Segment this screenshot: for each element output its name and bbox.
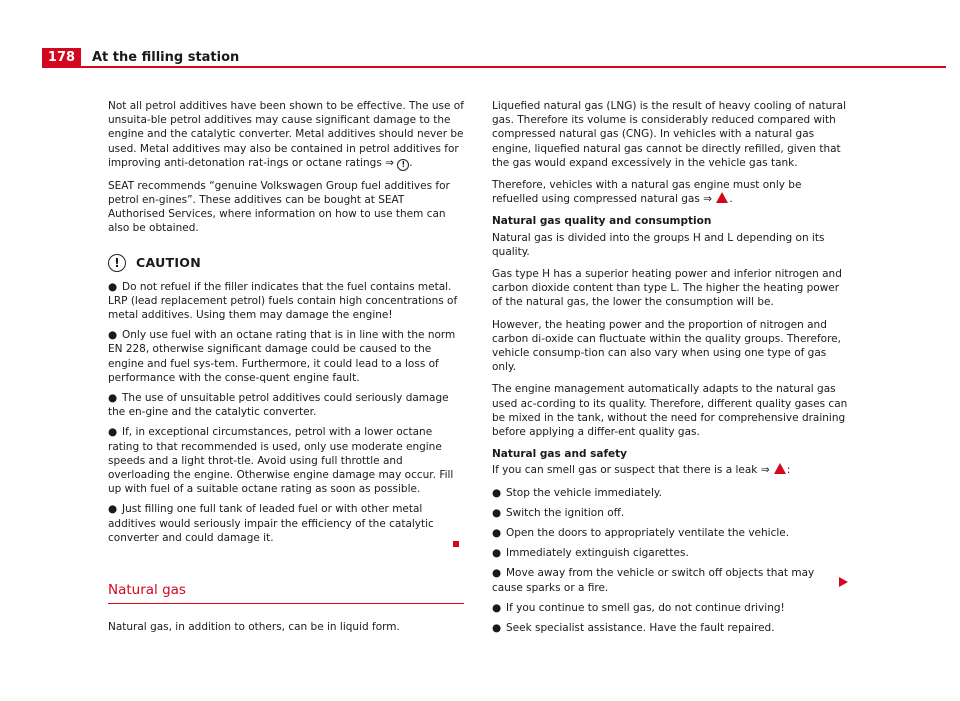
bullet-icon: ● (492, 567, 502, 580)
subheading: Natural gas quality and consumption (492, 215, 712, 228)
bullet-icon: ● (492, 547, 502, 560)
header-rule (42, 66, 946, 68)
page-number: 178 (42, 48, 81, 68)
caution-icon: ! (108, 254, 126, 272)
paragraph: Therefore, vehicles with a natural gas engine must only be refuelled using compressed natural gas ⇒ . (492, 179, 802, 206)
paragraph: If you can smell gas or suspect that there is a leak ⇒ : (492, 464, 791, 477)
subheading: Natural gas and safety (492, 448, 628, 461)
paragraph: However, the heating power and the proportion of nitrogen and carbon di-oxide can fluctuate within the quality groups. Therefore, vehicle consump-tion can also vary when using one type of gas only. (492, 318, 841, 374)
bullet-icon: ● (108, 280, 118, 293)
list-item: ● Open the doors to appropriately ventilate the vehicle. (492, 527, 790, 540)
caution-title: CAUTION (136, 254, 201, 270)
list-item: ● If, in exceptional circumstances, petrol with a lower octane rating to that recommended is used, only use moderate engine speeds and a light throt-tle. Avoid using full throttle and overloading the engine. Otherwise engine damage may occur. Fill up with fuel of a suitable octane rating as soon as possible. (108, 426, 454, 496)
list-item: ● Just filling one full tank of leaded fuel or with other metal additives would seriously impair the efficiency of the catalytic converter and could damage it. (108, 503, 434, 544)
page-header-title: At the filling station (92, 50, 240, 65)
paragraph: Natural gas is divided into the groups H and L depending on its quality. (492, 231, 825, 258)
list-item: ● If you continue to smell gas, do not continue driving! (492, 601, 785, 614)
paragraph: The engine management automatically adapts to the natural gas used ac-cording to its quality. Therefore, different quality gases can be mixed in the tank, without the need for comprehensive draining before applying a differ-ent quality gas. (492, 383, 848, 439)
bullet-icon: ● (108, 392, 118, 405)
paragraph: Gas type H has a superior heating power and inferior nitrogen and carbon dioxide content than type L. The higher the heating power of the natural gas, the lower the consumption will be. (492, 268, 842, 309)
warning-icon[interactable] (716, 192, 728, 203)
list-item: ● Only use fuel with an octane rating that is in line with the norm EN 228, otherwise significant damage could be caused to the engine and fuel sys-tem. Furthermore, it could lead to a loss of performance with the conse-quent engine fault. (108, 329, 456, 384)
list-item: ● Immediately extinguish cigarettes. (492, 547, 689, 560)
bullet-icon: ● (492, 601, 502, 614)
paragraph: Liquefied natural gas (LNG) is the result of heavy cooling of natural gas. Therefore its volume is considerably reduced compared with compressed natural gas (CNG). In vehicles with a natural gas engine, liquefied natural gas cannot be directly refilled, given that the gas would expand excessively in the vehicle gas tank. (492, 100, 846, 169)
bullet-icon: ● (492, 486, 502, 499)
list-item: ● Do not refuel if the filler indicates that the fuel contains metal. LRP (lead replacement petrol) fuels contain high concentrations of metal additives. Using them may damage the engine! (108, 280, 458, 322)
caution-heading (108, 254, 464, 272)
paragraph: Not all petrol additives have been shown to be effective. The use of unsuita-ble petrol additives may cause significant damage to the engine and the catalytic converter. Metal additives should never be used. Metal additives may also be contained in petrol additives for improving anti-detonation rat-ings or octane ratings ⇒ ! . (108, 100, 464, 169)
bullet-icon: ● (492, 527, 502, 540)
section-title: Natural gas (108, 583, 464, 604)
list-item: ● The use of unsuitable petrol additives could seriously damage the en-gine and the catalytic converter. (108, 392, 449, 419)
bullet-icon: ● (492, 622, 502, 635)
info-icon[interactable]: ! (397, 159, 409, 171)
paragraph: SEAT recommends “genuine Volkswagen Group fuel additives for petrol en-gines”. These additives can be bought at SEAT Authorised Services, where information on how to use them can also be obtained. (108, 179, 450, 235)
bullet-icon: ● (108, 329, 118, 342)
bullet-icon: ● (492, 506, 502, 519)
left-column (108, 99, 464, 642)
list-item: ● Move away from the vehicle or switch off objects that may cause sparks or a fire. (492, 567, 815, 594)
list-item: ● Switch the ignition off. (492, 506, 625, 519)
list-item: ● Stop the vehicle immediately. (492, 486, 662, 499)
paragraph: Natural gas, in addition to others, can be in liquid form. (108, 621, 400, 634)
bullet-icon: ● (108, 503, 118, 516)
warning-icon[interactable] (774, 463, 786, 474)
continue-arrow-icon (839, 577, 848, 587)
list-item: ● Seek specialist assistance. Have the fault repaired. (492, 622, 775, 635)
right-column (492, 99, 848, 641)
bullet-icon: ● (108, 426, 118, 439)
